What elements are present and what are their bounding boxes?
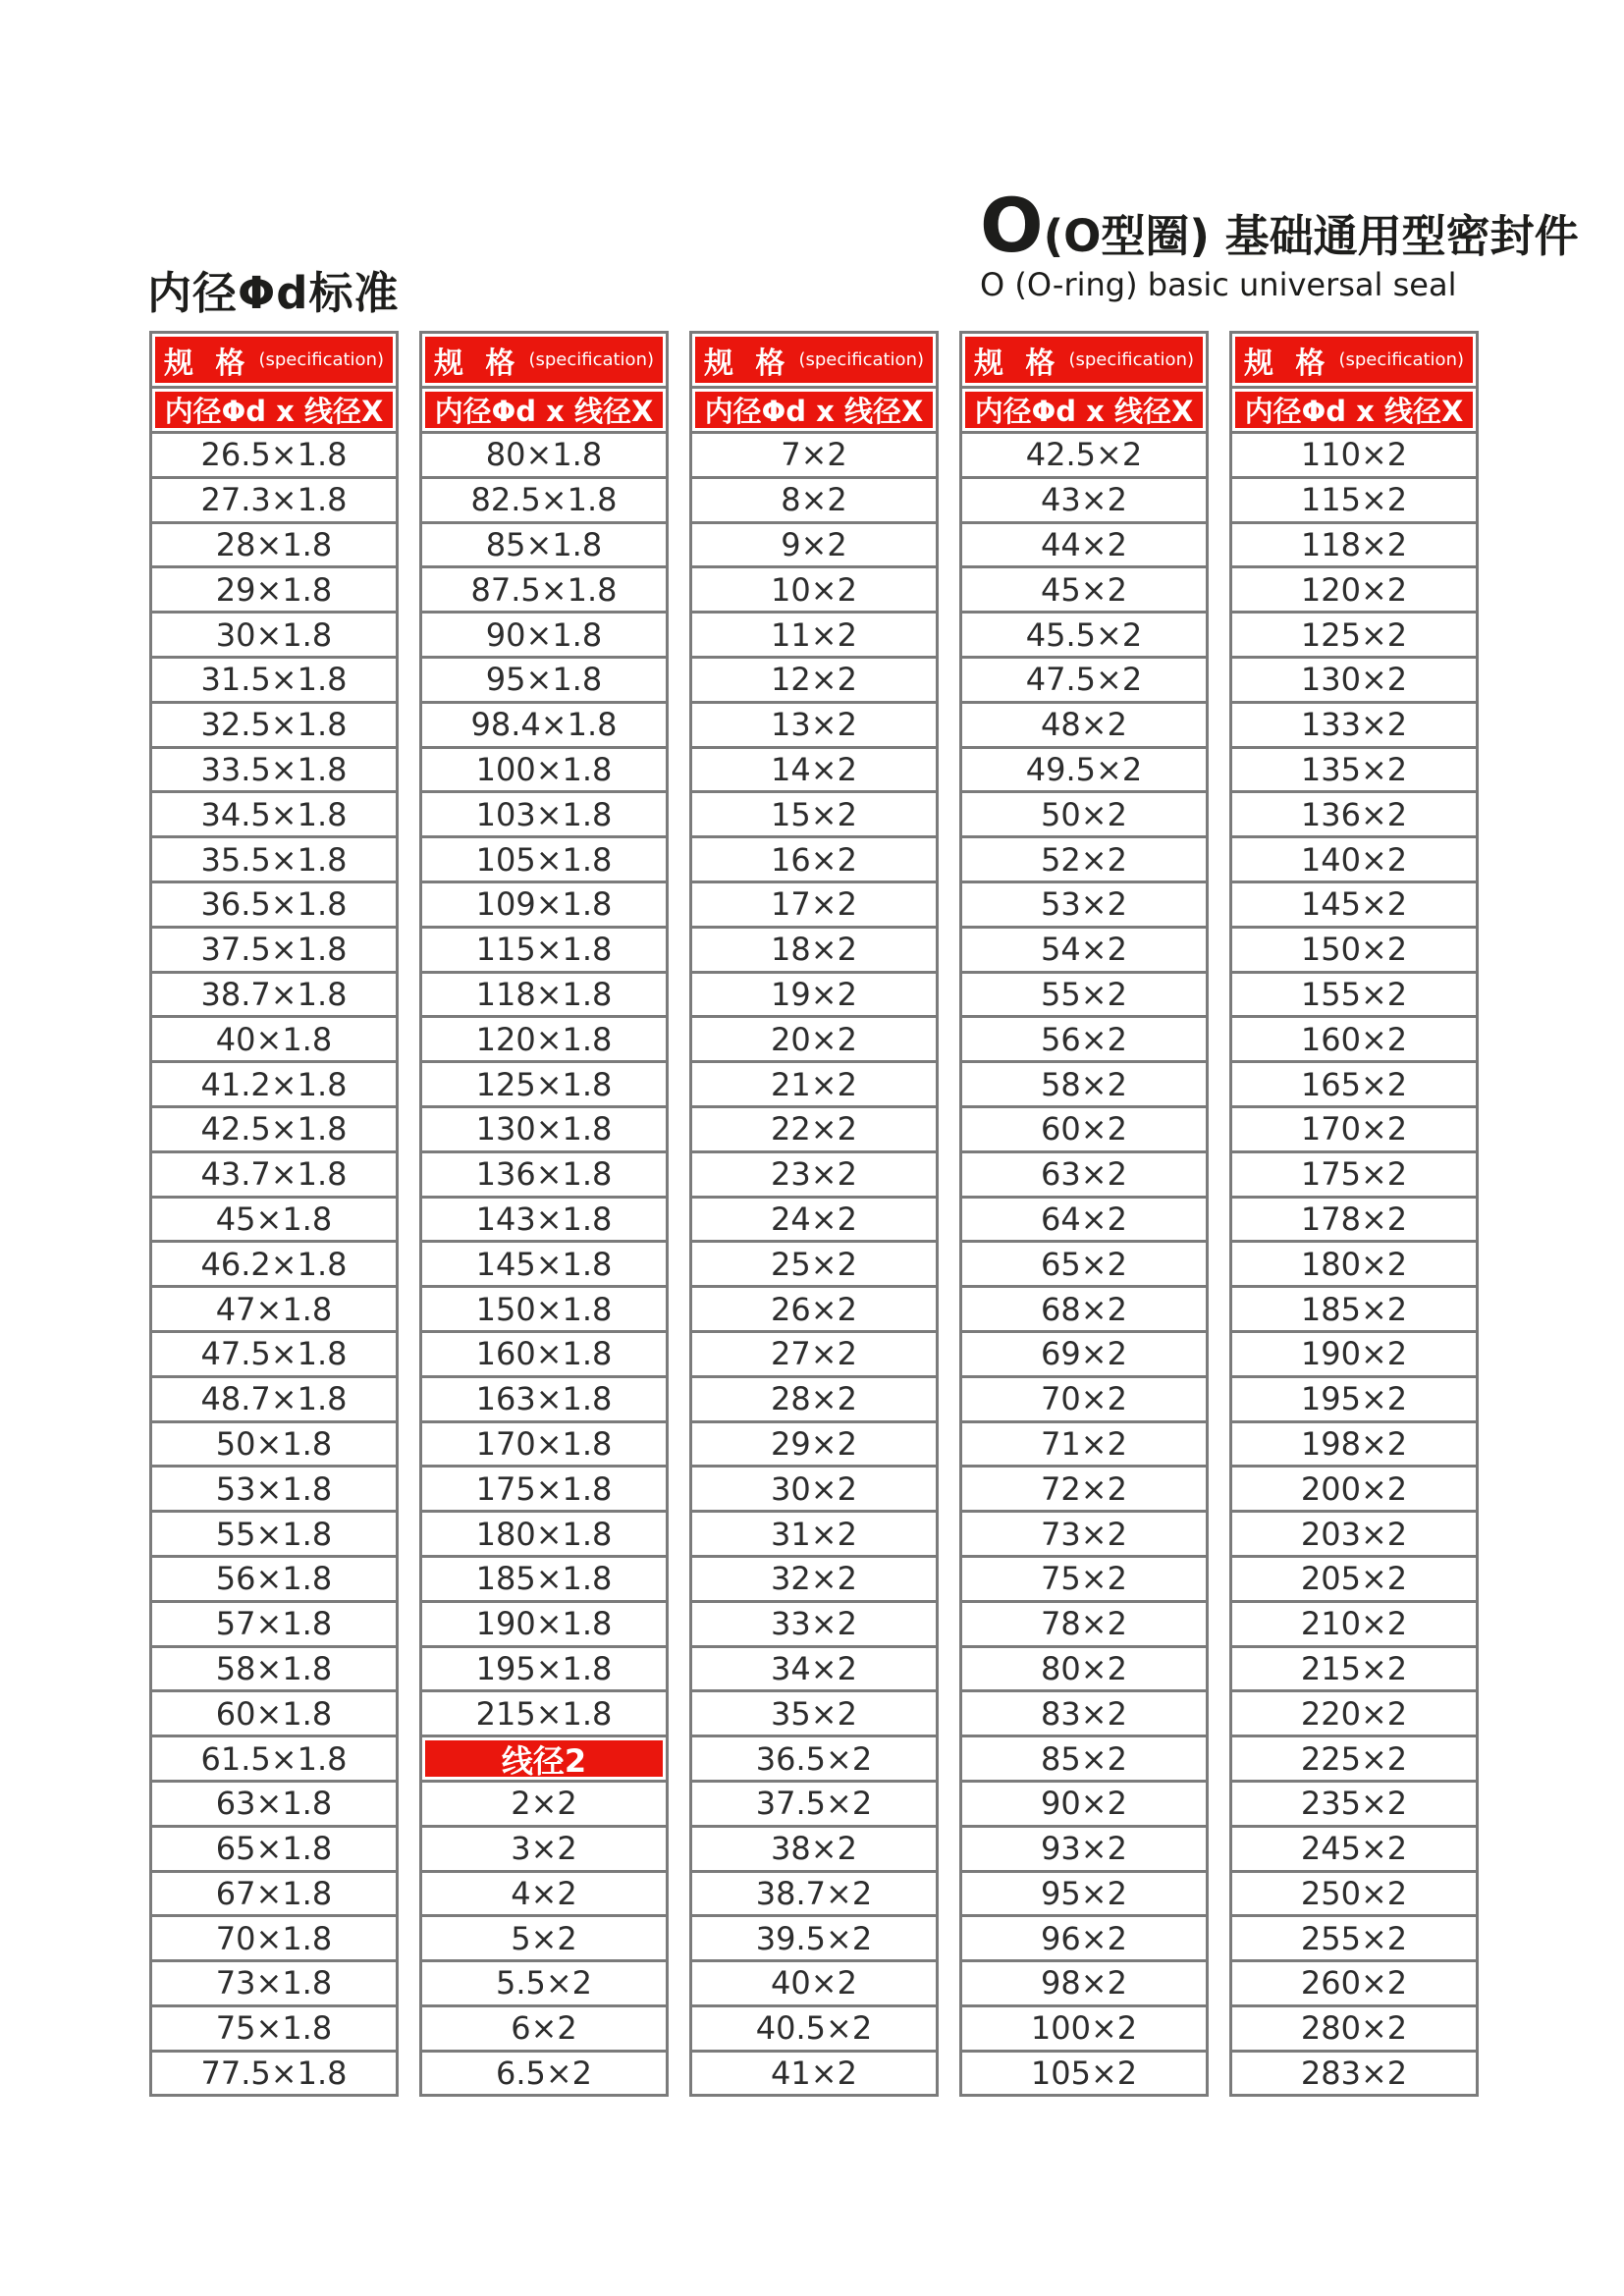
spec-cell: 5.5×2	[419, 1959, 669, 2007]
spec-cell: 120×1.8	[419, 1015, 669, 1063]
spec-header-cn: 规 格	[703, 346, 791, 381]
spec-cell: 3×2	[419, 1825, 669, 1873]
spec-cell: 170×2	[1229, 1105, 1479, 1153]
spec-cell: 17×2	[689, 881, 939, 929]
spec-cell: 120×2	[1229, 565, 1479, 614]
spec-cell: 56×2	[959, 1015, 1209, 1063]
spec-cell: 215×2	[1229, 1645, 1479, 1693]
spec-cell: 260×2	[1229, 1959, 1479, 2007]
spec-cell: 45×1.8	[149, 1196, 399, 1244]
spec-cell: 178×2	[1229, 1196, 1479, 1244]
spec-cell: 280×2	[1229, 2004, 1479, 2053]
spec-cell: 133×2	[1229, 701, 1479, 749]
spec-cell: 25×2	[689, 1240, 939, 1288]
spec-cell: 60×1.8	[149, 1689, 399, 1737]
spec-header	[1229, 331, 1479, 389]
spec-subheader: 内径Φd x 线径X	[419, 386, 669, 434]
spec-cell: 50×1.8	[149, 1420, 399, 1468]
spec-cell: 57×1.8	[149, 1600, 399, 1648]
spec-cell: 73×1.8	[149, 1959, 399, 2007]
spec-cell: 95×1.8	[419, 656, 669, 704]
spec-tables	[149, 331, 1479, 2097]
spec-cell: 23×2	[689, 1150, 939, 1199]
spec-cell: 95×2	[959, 1870, 1209, 1918]
spec-cell: 136×1.8	[419, 1150, 669, 1199]
spec-cell: 2×2	[419, 1780, 669, 1828]
spec-cell: 155×2	[1229, 971, 1479, 1019]
spec-cell: 72×2	[959, 1465, 1209, 1513]
spec-cell: 39.5×2	[689, 1914, 939, 1962]
spec-cell: 136×2	[1229, 790, 1479, 838]
spec-cell: 98.4×1.8	[419, 701, 669, 749]
spec-cell: 220×2	[1229, 1689, 1479, 1737]
spec-cell: 135×2	[1229, 746, 1479, 794]
spec-cell: 18×2	[689, 926, 939, 974]
spec-cell: 215×1.8	[419, 1689, 669, 1737]
spec-cell: 75×1.8	[149, 2004, 399, 2053]
spec-cell: 40×1.8	[149, 1015, 399, 1063]
spec-cell: 28×1.8	[149, 521, 399, 569]
spec-cell: 90×1.8	[419, 611, 669, 659]
spec-cell: 145×2	[1229, 881, 1479, 929]
spec-cell: 29×2	[689, 1420, 939, 1468]
spec-cell: 37.5×1.8	[149, 926, 399, 974]
spec-cell: 110×2	[1229, 431, 1479, 479]
spec-cell: 210×2	[1229, 1600, 1479, 1648]
spec-cell: 283×2	[1229, 2050, 1479, 2098]
spec-cell: 53×1.8	[149, 1465, 399, 1513]
spec-subheader: 内径Φd x 线径X	[1229, 386, 1479, 434]
spec-cell: 16×2	[689, 835, 939, 883]
spec-cell: 115×1.8	[419, 926, 669, 974]
spec-header	[149, 331, 399, 389]
spec-header	[959, 331, 1209, 389]
spec-cell: 47×1.8	[149, 1285, 399, 1333]
spec-cell: 47.5×2	[959, 656, 1209, 704]
spec-header-en: (specification)	[528, 349, 655, 370]
spec-cell: 56×1.8	[149, 1555, 399, 1603]
spec-cell: 60×2	[959, 1105, 1209, 1153]
spec-cell: 37.5×2	[689, 1780, 939, 1828]
spec-cell: 125×2	[1229, 611, 1479, 659]
page-title-right	[980, 182, 1579, 303]
spec-cell: 45×2	[959, 565, 1209, 614]
spec-cell: 24×2	[689, 1196, 939, 1244]
spec-cell: 29×1.8	[149, 565, 399, 614]
page-title-left: 内径Φd标准	[147, 267, 400, 319]
spec-cell: 70×2	[959, 1375, 1209, 1423]
spec-cell: 68×2	[959, 1285, 1209, 1333]
spec-cell: 64×2	[959, 1196, 1209, 1244]
spec-cell: 145×1.8	[419, 1240, 669, 1288]
spec-subheader: 内径Φd x 线径X	[149, 386, 399, 434]
spec-cell: 118×1.8	[419, 971, 669, 1019]
spec-cell: 115×2	[1229, 476, 1479, 524]
spec-cell: 93×2	[959, 1825, 1209, 1873]
spec-cell: 58×2	[959, 1060, 1209, 1108]
spec-cell: 255×2	[1229, 1914, 1479, 1962]
spec-cell: 103×1.8	[419, 790, 669, 838]
spec-cell: 40×2	[689, 1959, 939, 2007]
spec-cell: 180×1.8	[419, 1510, 669, 1558]
spec-cell: 54×2	[959, 926, 1209, 974]
spec-cell: 12×2	[689, 656, 939, 704]
spec-subheader: 内径Φd x 线径X	[689, 386, 939, 434]
spec-cell: 52×2	[959, 835, 1209, 883]
right-title-line1	[980, 182, 1579, 269]
spec-cell: 165×2	[1229, 1060, 1479, 1108]
spec-cell: 50×2	[959, 790, 1209, 838]
spec-cell: 130×1.8	[419, 1105, 669, 1153]
spec-cell: 160×2	[1229, 1015, 1479, 1063]
spec-cell: 85×1.8	[419, 521, 669, 569]
spec-cell: 195×1.8	[419, 1645, 669, 1693]
spec-cell: 200×2	[1229, 1465, 1479, 1513]
spec-cell: 42.5×2	[959, 431, 1209, 479]
spec-cell: 34.5×1.8	[149, 790, 399, 838]
spec-cell: 58×1.8	[149, 1645, 399, 1693]
spec-cell: 36.5×2	[689, 1735, 939, 1783]
spec-cell: 8×2	[689, 476, 939, 524]
spec-cell: 41×2	[689, 2050, 939, 2098]
spec-column	[959, 331, 1209, 2097]
right-title-english: O (O-ring) basic universal seal	[980, 266, 1457, 303]
spec-cell: 48×2	[959, 701, 1209, 749]
spec-cell: 105×2	[959, 2050, 1209, 2098]
spec-cell: 198×2	[1229, 1420, 1479, 1468]
spec-cell: 63×1.8	[149, 1780, 399, 1828]
spec-cell: 33×2	[689, 1600, 939, 1648]
spec-cell: 70×1.8	[149, 1914, 399, 1962]
spec-column	[1229, 331, 1479, 2097]
spec-cell: 6×2	[419, 2004, 669, 2053]
spec-column	[419, 331, 669, 2097]
spec-cell: 245×2	[1229, 1825, 1479, 1873]
spec-cell: 87.5×1.8	[419, 565, 669, 614]
spec-cell: 65×1.8	[149, 1825, 399, 1873]
spec-cell: 22×2	[689, 1105, 939, 1153]
spec-header-en: (specification)	[798, 349, 925, 370]
spec-cell: 150×1.8	[419, 1285, 669, 1333]
spec-cell: 21×2	[689, 1060, 939, 1108]
spec-cell: 235×2	[1229, 1780, 1479, 1828]
spec-cell: 30×1.8	[149, 611, 399, 659]
spec-cell: 109×1.8	[419, 881, 669, 929]
spec-cell: 9×2	[689, 521, 939, 569]
spec-cell: 71×2	[959, 1420, 1209, 1468]
spec-cell: 61.5×1.8	[149, 1735, 399, 1783]
spec-cell: 4×2	[419, 1870, 669, 1918]
spec-cell: 160×1.8	[419, 1330, 669, 1378]
spec-cell: 105×1.8	[419, 835, 669, 883]
spec-cell: 143×1.8	[419, 1196, 669, 1244]
spec-cell: 20×2	[689, 1015, 939, 1063]
spec-cell: 78×2	[959, 1600, 1209, 1648]
spec-cell: 69×2	[959, 1330, 1209, 1378]
spec-cell: 32×2	[689, 1555, 939, 1603]
spec-cell: 82.5×1.8	[419, 476, 669, 524]
right-title-o-letter: O	[980, 182, 1044, 269]
spec-cell: 175×1.8	[419, 1465, 669, 1513]
spec-cell: 7×2	[689, 431, 939, 479]
spec-cell: 100×1.8	[419, 746, 669, 794]
spec-cell: 11×2	[689, 611, 939, 659]
spec-cell: 83×2	[959, 1689, 1209, 1737]
spec-column	[689, 331, 939, 2097]
spec-header-en: (specification)	[1068, 349, 1195, 370]
spec-cell: 35×2	[689, 1689, 939, 1737]
spec-cell: 53×2	[959, 881, 1209, 929]
spec-cell: 67×1.8	[149, 1870, 399, 1918]
spec-cell: 190×2	[1229, 1330, 1479, 1378]
spec-cell: 80×1.8	[419, 431, 669, 479]
spec-cell: 185×1.8	[419, 1555, 669, 1603]
spec-header-en: (specification)	[258, 349, 385, 370]
spec-cell: 14×2	[689, 746, 939, 794]
spec-header-cn: 规 格	[1243, 346, 1331, 381]
spec-cell: 49.5×2	[959, 746, 1209, 794]
spec-cell: 205×2	[1229, 1555, 1479, 1603]
spec-cell: 28×2	[689, 1375, 939, 1423]
right-title-chinese: (O型圈) 基础通用型密封件	[1043, 210, 1579, 262]
spec-header	[419, 331, 669, 389]
spec-cell: 40.5×2	[689, 2004, 939, 2053]
spec-subheader: 内径Φd x 线径X	[959, 386, 1209, 434]
spec-cell: 175×2	[1229, 1150, 1479, 1199]
spec-cell: 77.5×1.8	[149, 2050, 399, 2098]
wire-diameter-divider: 线径2	[419, 1735, 669, 1783]
spec-cell: 31×2	[689, 1510, 939, 1558]
spec-cell: 31.5×1.8	[149, 656, 399, 704]
spec-cell: 30×2	[689, 1465, 939, 1513]
spec-cell: 41.2×1.8	[149, 1060, 399, 1108]
spec-cell: 45.5×2	[959, 611, 1209, 659]
spec-cell: 19×2	[689, 971, 939, 1019]
spec-cell: 225×2	[1229, 1735, 1479, 1783]
spec-cell: 190×1.8	[419, 1600, 669, 1648]
spec-header-cn: 规 格	[163, 346, 251, 381]
spec-cell: 10×2	[689, 565, 939, 614]
spec-cell: 26.5×1.8	[149, 431, 399, 479]
spec-cell: 46.2×1.8	[149, 1240, 399, 1288]
spec-column	[149, 331, 399, 2097]
spec-cell: 43.7×1.8	[149, 1150, 399, 1199]
spec-cell: 73×2	[959, 1510, 1209, 1558]
spec-header	[689, 331, 939, 389]
spec-cell: 65×2	[959, 1240, 1209, 1288]
spec-cell: 96×2	[959, 1914, 1209, 1962]
spec-header-cn: 规 格	[973, 346, 1061, 381]
spec-cell: 90×2	[959, 1780, 1209, 1828]
spec-cell: 35.5×1.8	[149, 835, 399, 883]
spec-cell: 26×2	[689, 1285, 939, 1333]
spec-cell: 195×2	[1229, 1375, 1479, 1423]
spec-cell: 125×1.8	[419, 1060, 669, 1108]
spec-cell: 140×2	[1229, 835, 1479, 883]
spec-cell: 98×2	[959, 1959, 1209, 2007]
spec-cell: 27.3×1.8	[149, 476, 399, 524]
spec-cell: 38.7×1.8	[149, 971, 399, 1019]
spec-cell: 63×2	[959, 1150, 1209, 1199]
spec-header-en: (specification)	[1338, 349, 1465, 370]
spec-cell: 118×2	[1229, 521, 1479, 569]
spec-cell: 42.5×1.8	[149, 1105, 399, 1153]
spec-cell: 203×2	[1229, 1510, 1479, 1558]
spec-cell: 34×2	[689, 1645, 939, 1693]
spec-cell: 163×1.8	[419, 1375, 669, 1423]
spec-cell: 43×2	[959, 476, 1209, 524]
spec-cell: 55×2	[959, 971, 1209, 1019]
spec-cell: 250×2	[1229, 1870, 1479, 1918]
spec-cell: 27×2	[689, 1330, 939, 1378]
spec-cell: 33.5×1.8	[149, 746, 399, 794]
spec-header-cn: 规 格	[433, 346, 521, 381]
spec-cell: 180×2	[1229, 1240, 1479, 1288]
spec-cell: 32.5×1.8	[149, 701, 399, 749]
spec-cell: 170×1.8	[419, 1420, 669, 1468]
spec-cell: 38.7×2	[689, 1870, 939, 1918]
spec-cell: 38×2	[689, 1825, 939, 1873]
spec-cell: 6.5×2	[419, 2050, 669, 2098]
spec-cell: 44×2	[959, 521, 1209, 569]
spec-cell: 15×2	[689, 790, 939, 838]
spec-cell: 55×1.8	[149, 1510, 399, 1558]
spec-cell: 47.5×1.8	[149, 1330, 399, 1378]
spec-cell: 150×2	[1229, 926, 1479, 974]
spec-cell: 185×2	[1229, 1285, 1479, 1333]
spec-cell: 13×2	[689, 701, 939, 749]
spec-cell: 48.7×1.8	[149, 1375, 399, 1423]
spec-cell: 85×2	[959, 1735, 1209, 1783]
spec-cell: 5×2	[419, 1914, 669, 1962]
spec-cell: 75×2	[959, 1555, 1209, 1603]
spec-cell: 80×2	[959, 1645, 1209, 1693]
spec-cell: 36.5×1.8	[149, 881, 399, 929]
spec-cell: 100×2	[959, 2004, 1209, 2053]
spec-cell: 130×2	[1229, 656, 1479, 704]
